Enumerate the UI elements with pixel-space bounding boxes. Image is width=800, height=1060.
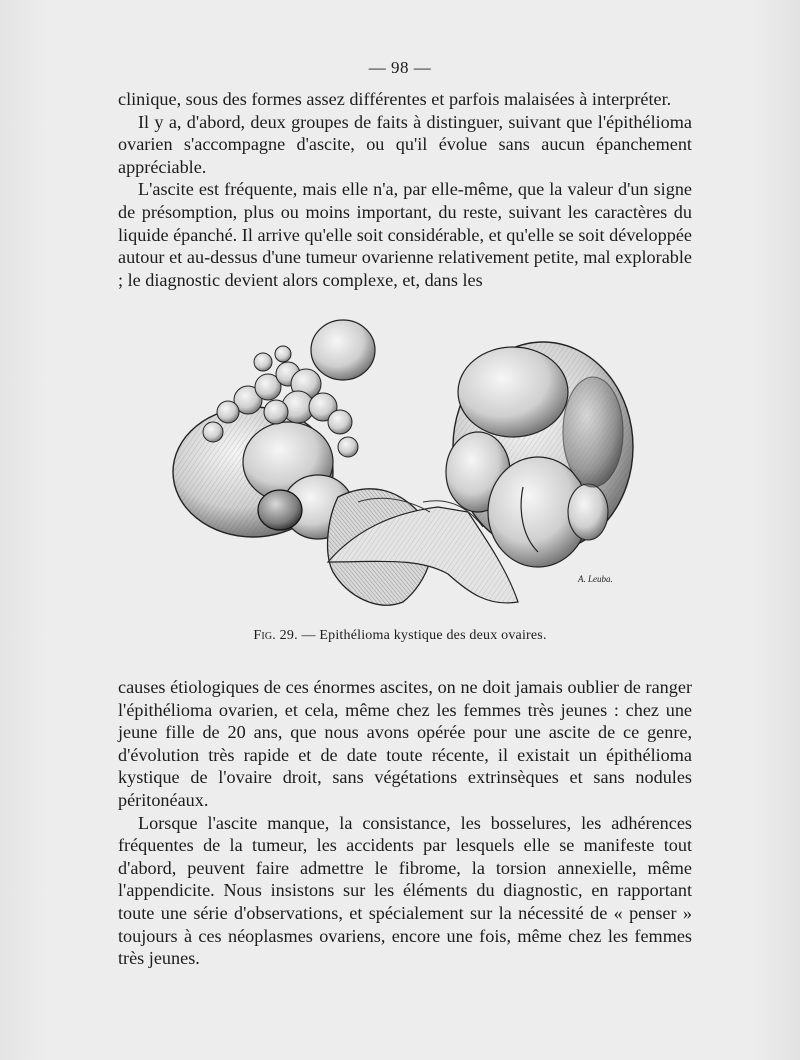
text-block-bottom bbox=[118, 676, 692, 970]
figure-caption-text: — Epithélioma kystique des deux ovaires. bbox=[297, 628, 547, 643]
text-block-top bbox=[118, 88, 692, 291]
paragraph: Lorsque l'ascite manque, la consistance, les bosselures, les adhérences fréquentes de la tumeur, les accidents par lesquels elle se manifeste tout d'abord, peuvent faire admettre le fibrome, la torsion annexielle, même l'appendicite. Nous insistons sur les éléments du diagnostic, en rapportant toute une série d'observations, et spécialement sur la nécessité de « penser » toujours à ces néoplasmes ovariens, encore une fois, même chez les femmes très jeunes. bbox=[118, 812, 692, 969]
ovarian-tumor-engraving bbox=[168, 312, 638, 617]
paragraph: causes étiologiques de ces énormes ascites, on ne doit jamais oublier de ranger l'épithélioma ovarien, et cela, même chez les femmes très jeunes : chez une jeune fille de 20 ans, que nous avons opérée pour une ascite de ce genre, d'évolution très rapide et de date toute récente, il existait un épithélioma kystique de l'ovaire droit, sans végétations extrinsèques et sans nodules péritonéaux. bbox=[118, 677, 692, 810]
paragraph: clinique, sous des formes assez différentes et parfois malaisées à interpréter. bbox=[118, 89, 672, 109]
figure-label: Fig. 29. bbox=[253, 628, 298, 643]
page-number: — 98 — bbox=[368, 58, 432, 77]
paragraph: Il y a, d'abord, deux groupes de faits à distinguer, suivant que l'épithélioma ovarien s'accompagne d'ascite, ou qu'il évolue sans aucun épanchement appréciable. bbox=[118, 111, 692, 177]
engraver-signature: A. Leuba. bbox=[578, 574, 613, 584]
figure-caption bbox=[0, 628, 800, 644]
paragraph: L'ascite est fréquente, mais elle n'a, par elle-même, que la valeur d'un signe de présomption, plus ou moins important, du reste, suivant les caractères du liquide épanché. Il arrive qu'elle soit considérable, et qu'elle se soit développée autour et au-dessus d'une tumeur ovarienne relativement petite, mal explorable ; le diagnostic devient alors complexe, et, dans les bbox=[118, 179, 692, 290]
figure-illustration bbox=[168, 312, 638, 617]
